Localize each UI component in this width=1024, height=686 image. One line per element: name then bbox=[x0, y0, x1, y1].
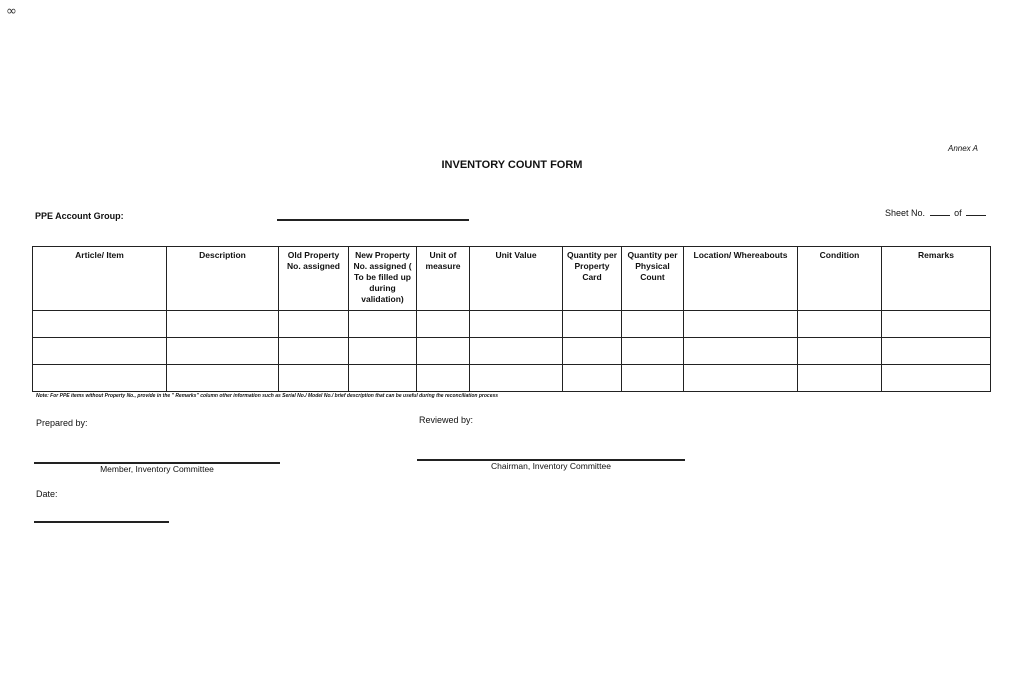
reviewed-by-label: Reviewed by: bbox=[419, 415, 474, 425]
table-cell[interactable] bbox=[279, 338, 349, 365]
table-cell[interactable] bbox=[470, 338, 563, 365]
prepared-by-label: Prepared by: bbox=[36, 418, 88, 428]
prepared-by-role: Member, Inventory Committee bbox=[100, 464, 214, 474]
sheet-number-field[interactable] bbox=[930, 207, 950, 216]
table-cell[interactable] bbox=[622, 338, 684, 365]
column-header: Unit of measure bbox=[417, 247, 470, 311]
table-cell[interactable] bbox=[684, 365, 798, 392]
reviewed-by-role: Chairman, Inventory Committee bbox=[491, 461, 611, 471]
ppe-account-group-field[interactable] bbox=[277, 219, 469, 221]
corner-mark: ∞ bbox=[6, 4, 17, 19]
column-header: Description bbox=[167, 247, 279, 311]
table-cell[interactable] bbox=[622, 311, 684, 338]
column-header: Old Property No. assigned bbox=[279, 247, 349, 311]
sheet-total-field[interactable] bbox=[966, 207, 986, 216]
table-header-row bbox=[33, 247, 991, 311]
ppe-account-group-label: PPE Account Group: bbox=[35, 211, 124, 221]
table-cell[interactable] bbox=[349, 311, 417, 338]
column-header: New Property No. assigned ( To be filled up during validation) bbox=[349, 247, 417, 311]
table-cell[interactable] bbox=[470, 311, 563, 338]
table-cell[interactable] bbox=[470, 365, 563, 392]
table-cell[interactable] bbox=[167, 365, 279, 392]
table-cell[interactable] bbox=[279, 311, 349, 338]
sheet-of-label: of bbox=[954, 208, 962, 218]
date-label: Date: bbox=[36, 489, 58, 499]
table-cell[interactable] bbox=[882, 365, 991, 392]
table-cell[interactable] bbox=[417, 338, 470, 365]
table-cell[interactable] bbox=[563, 338, 622, 365]
table-cell[interactable] bbox=[684, 338, 798, 365]
table-row bbox=[33, 338, 991, 365]
date-field[interactable] bbox=[34, 521, 169, 523]
column-header: Condition bbox=[798, 247, 882, 311]
table-cell[interactable] bbox=[349, 338, 417, 365]
table-note: Note: For PPE items without Property No., provide in the " Remarks" column other information such as Serial No./ Model No./ brief description that can be useful during the reconciliation process bbox=[36, 393, 499, 399]
table-cell[interactable] bbox=[563, 365, 622, 392]
table-cell[interactable] bbox=[798, 338, 882, 365]
column-header: Quantity per Property Card bbox=[563, 247, 622, 311]
table-cell[interactable] bbox=[882, 338, 991, 365]
table-cell[interactable] bbox=[417, 311, 470, 338]
table-cell[interactable] bbox=[882, 311, 991, 338]
table-cell[interactable] bbox=[349, 365, 417, 392]
table-cell[interactable] bbox=[33, 365, 167, 392]
sheet-label: Sheet No. bbox=[885, 208, 926, 218]
table-cell[interactable] bbox=[417, 365, 470, 392]
table-cell[interactable] bbox=[279, 365, 349, 392]
table-cell[interactable] bbox=[798, 365, 882, 392]
column-header: Unit Value bbox=[470, 247, 563, 311]
column-header: Article/ Item bbox=[33, 247, 167, 311]
table-cell[interactable] bbox=[684, 311, 798, 338]
page-title: INVENTORY COUNT FORM bbox=[441, 159, 583, 171]
table-cell[interactable] bbox=[798, 311, 882, 338]
column-header: Remarks bbox=[882, 247, 991, 311]
inventory-table bbox=[32, 246, 991, 392]
table-cell[interactable] bbox=[167, 311, 279, 338]
table-cell[interactable] bbox=[563, 311, 622, 338]
table-body bbox=[33, 311, 991, 392]
table-row bbox=[33, 365, 991, 392]
annex-label: Annex A bbox=[948, 144, 978, 153]
table-cell[interactable] bbox=[622, 365, 684, 392]
table-cell[interactable] bbox=[33, 338, 167, 365]
table-cell[interactable] bbox=[167, 338, 279, 365]
table-row bbox=[33, 311, 991, 338]
sheet-number bbox=[885, 207, 988, 218]
table-cell[interactable] bbox=[33, 311, 167, 338]
column-header: Quantity per Physical Count bbox=[622, 247, 684, 311]
column-header: Location/ Whereabouts bbox=[684, 247, 798, 311]
